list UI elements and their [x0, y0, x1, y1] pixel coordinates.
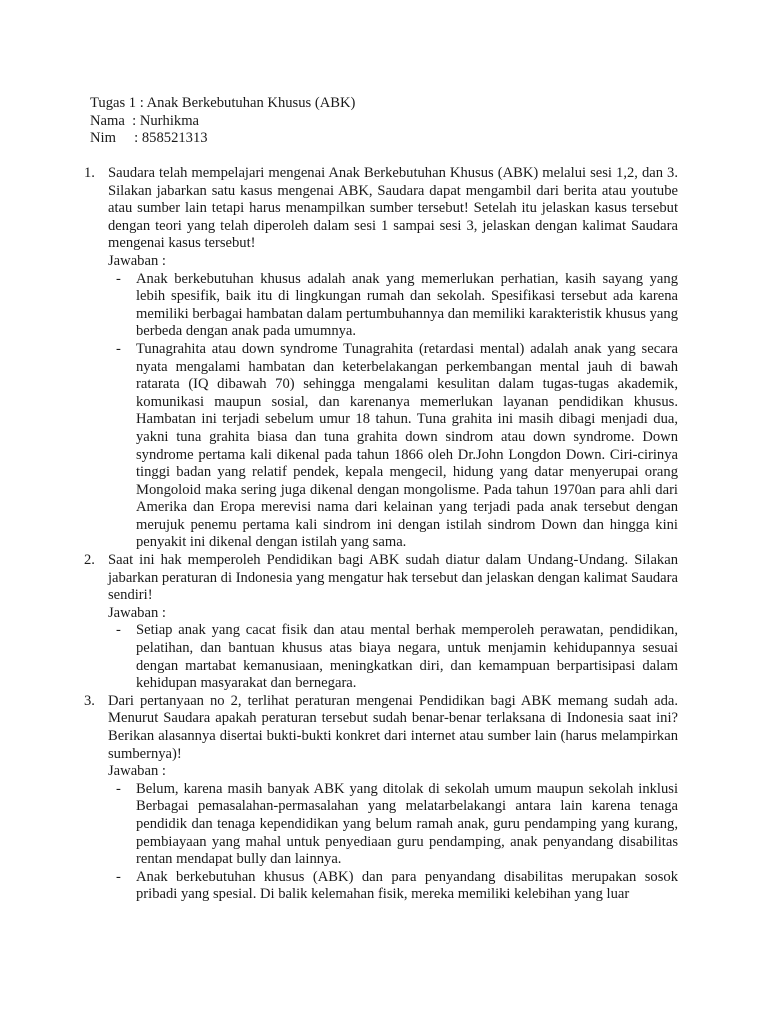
question-3: [84, 693, 678, 904]
dash-bullet-icon: -: [116, 622, 121, 639]
answer-list: [108, 622, 678, 692]
answer-list: [108, 271, 678, 553]
question-1: [84, 165, 678, 552]
task-title: Tugas 1 : Anak Berkebutuhan Khusus (ABK): [90, 95, 356, 111]
student-name: Nama : Nurhikma: [90, 112, 200, 129]
answer-label: Jawaban :: [108, 763, 166, 780]
answer-item: [108, 622, 678, 692]
question-number: 2.: [84, 552, 95, 569]
answer-text: Tunagrahita atau down syndrome Tunagrahita (retardasi mental) adalah anak yang secara nyata mengalami hambatan dan keterbelakangan perkembangan mental jauh di bawah ratarata (IQ dibawah 70) sehingga mengalami kesulitan dalam tugas-tugas akademik, komunikasi maupun sosial, dan karenanya memerlukan layanan pendidikan khusus. Hambatan ini terjadi sebelum umur 18 tahun. Tuna grahita ini masih dibagi menjadi dua, yakni tuna grahita biasa dan tuna grahita down sindrom atau down syndrome. Down syndrome pertama kali dikenal pada tahun 1866 oleh Dr.John Longdon Down. Ciri-cirinya tinggi badan yang relatif pendek, kepala mengecil, hidung yang datar menyerupai orang Mongoloid maka sering juga dikenal dengan mongolisme. Pada tahun 1970an para ahli dari Amerika dan Eropa merevisi nama dari kelainan yang terjadi pada anak tersebut dengan merujuk penemu pertama kali sindrom ini dengan istilah sindrom Down dan hingga kini penyakit ini dikenal dengan istilah yang sama.: [136, 340, 678, 551]
question-2: [84, 552, 678, 693]
dash-bullet-icon: -: [116, 340, 121, 357]
answer-item: [108, 271, 678, 341]
answer-text: Setiap anak yang cacat fisik dan atau mental berhak memperoleh perawatan, pendidikan, pelatihan, dan bantuan khusus atas biaya negara, untuk menjamin kehidupannya sesuai dengan martabat kemanusiaan, meningkatkan diri, dan kemampuan berpartisipasi dalam kehidupan masyarakat dan bernegara.: [136, 622, 678, 692]
answer-text: Belum, karena masih banyak ABK yang ditolak di sekolah umum maupun sekolah inklusi Berbagai pemasalahan-permasalahan yang melatarbelakangi antara lain karena tenaga pendidik dan tenaga kependidikan yang belum ramah anak, guru pendamping yang kurang, pembiayaan yang mahal untuk penyediaan guru pendamping, anak penyandang disabilitas rentan mendapat bully dan lainnya.: [136, 780, 678, 868]
answer-item: [108, 341, 678, 552]
question-number: 1.: [84, 165, 95, 181]
document-header: [90, 95, 650, 148]
answer-label: Jawaban :: [108, 252, 166, 269]
answer-label: Jawaban :: [108, 604, 166, 621]
dash-bullet-icon: -: [116, 780, 121, 797]
question-list: [84, 165, 678, 904]
question-text: Saudara telah mempelajari mengenai Anak Berkebutuhan Khusus (ABK) melalui sesi 1,2, dan 3. Silakan jabarkan satu kasus mengenai ABK, Saudara dapat mengambil dari berita atau youtube atau sumber lain tetapi harus menampilkan sumber tersebut! Setelah itu jelaskan kasus tersebut dengan teori yang telah diperoleh dalam sesi 1 sampai sesi 3, jelaskan dengan kalimat Saudara mengenai kasus tersebut!: [108, 165, 678, 252]
dash-bullet-icon: -: [116, 270, 121, 287]
answer-item: [108, 869, 678, 904]
answer-item: [108, 781, 678, 869]
question-number: 3.: [84, 692, 95, 709]
question-text: Saat ini hak memperoleh Pendidikan bagi ABK sudah diatur dalam Undang-Undang. Silakan jabarkan peraturan di Indonesia yang mengatur hak tersebut dan jelaskan dengan kalimat Saudara sendiri!: [108, 552, 678, 604]
answer-text: Anak berkebutuhan khusus adalah anak yang memerlukan perhatian, kasih sayang yang lebih spesifik, baik itu di lingkungan rumah dan sekolah. Spesifikasi tersebut ada karena memiliki berbagai hambatan dalam pertumbuhannya dan memiliki karakteristik khusus yang berbeda dengan anak pada umumnya.: [136, 270, 678, 340]
answer-text: Anak berkebutuhan khusus (ABK) dan para penyandang disabilitas merupakan sosok pribadi yang spesial. Di balik kelemahan fisik, mereka memiliki kelebihan yang luar: [136, 868, 678, 903]
answer-list: [108, 781, 678, 904]
student-nim: Nim : 858521313: [90, 130, 208, 147]
dash-bullet-icon: -: [116, 868, 121, 885]
question-text: Dari pertanyaan no 2, terlihat peraturan mengenai Pendidikan bagi ABK memang sudah ada. Menurut Saudara apakah peraturan tersebut sudah benar-benar terlaksana di Indonesia saat ini? Berikan alasannya disertai bukti-bukti konkret dari internet atau sumber lain (harus melampirkan sumbernya)!: [108, 692, 678, 762]
